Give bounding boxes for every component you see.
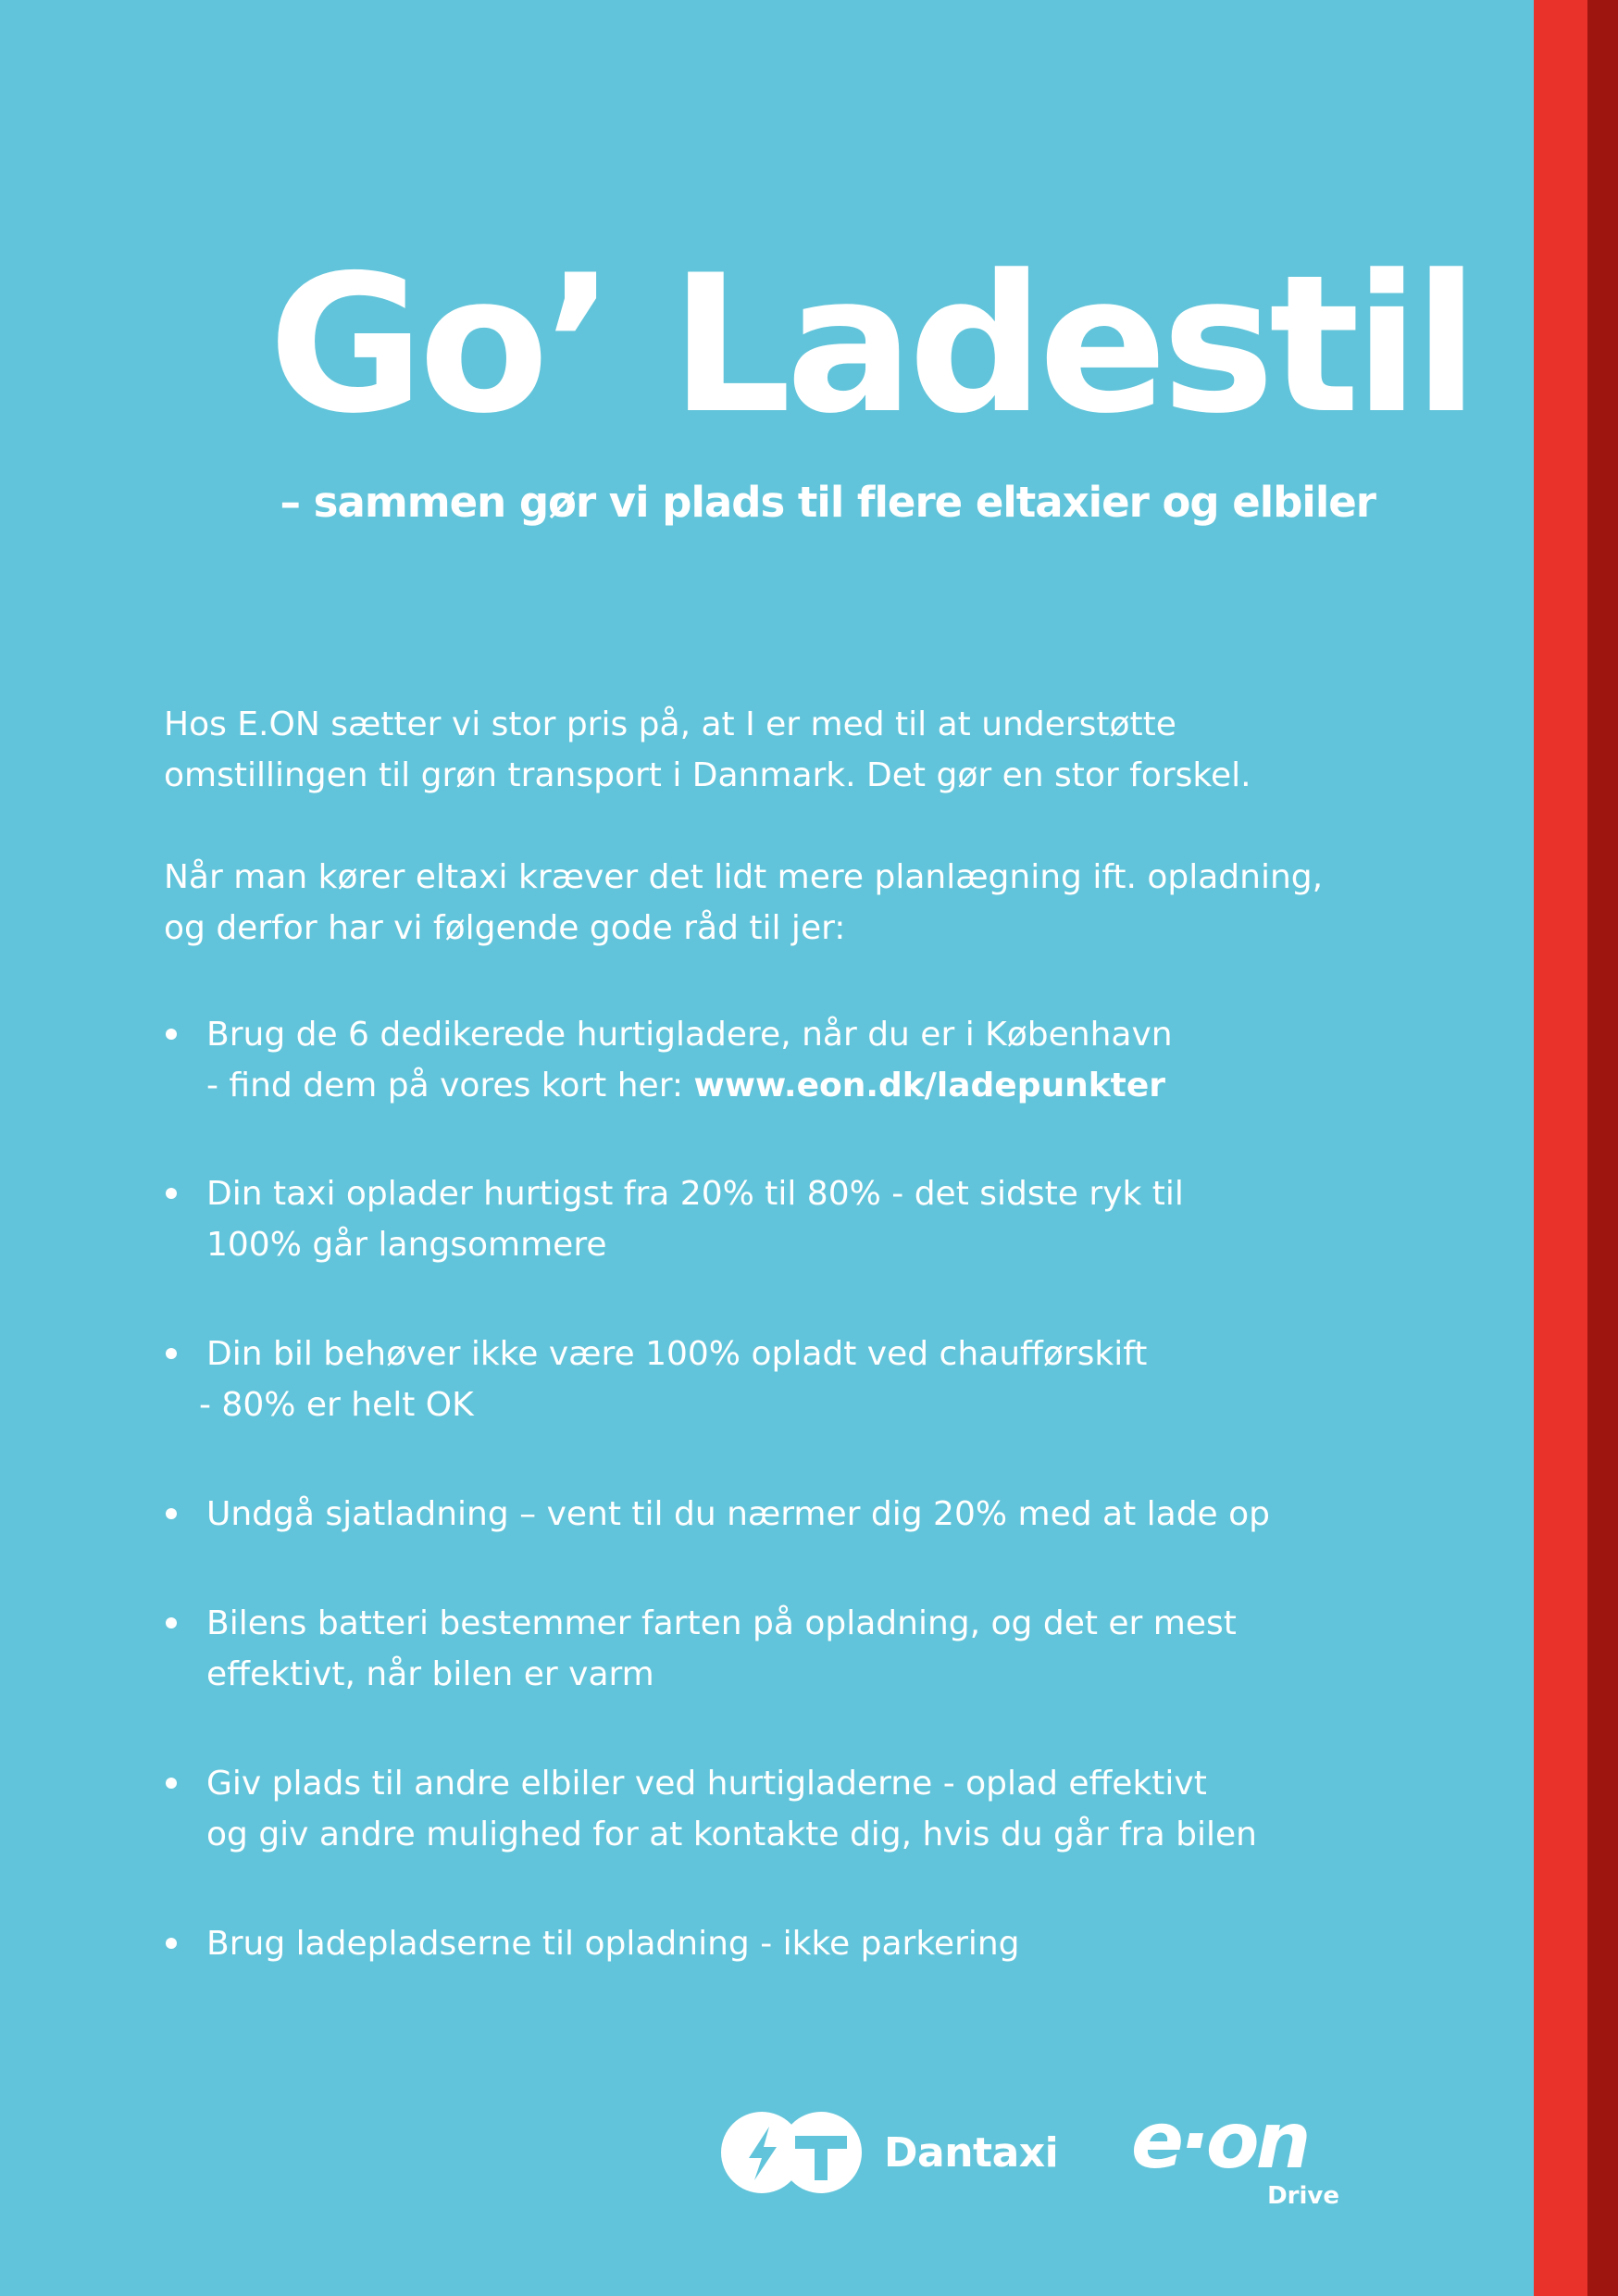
list-item: Brug ladepladserne til opladning - ikke parkering <box>164 1918 1270 1969</box>
eon-wordmark: e·on <box>1131 2106 1308 2180</box>
lead-paragraph <box>164 852 1323 954</box>
page-title: Go’ Ladestil <box>268 235 1474 455</box>
page-subtitle: – sammen gør vi plads til flere eltaxier og elbiler <box>280 478 1375 527</box>
ladepunkter-link[interactable]: www.eon.dk/ladepunkter <box>693 1067 1166 1104</box>
bullet-dot <box>166 1348 177 1359</box>
list-item: Brug de 6 dedikerede hurtigladere, når du er i København - find dem på vores kort her: www.eon.dk/ladepunkter <box>164 1009 1270 1111</box>
bullet-dot <box>166 1188 177 1199</box>
eon-drive-label: Drive <box>1267 2182 1339 2210</box>
list-item: Bilens batteri bestemmer farten på opladning, og det er mest effektivt, når bilen er varm <box>164 1598 1270 1700</box>
eon-logo-icon <box>1131 2106 1339 2180</box>
dantaxi-wordmark: Dantaxi <box>884 2128 1059 2177</box>
list-item: Din taxi oplader hurtigst fra 20% til 80% - det sidste ryk til 100% går langsommere <box>164 1168 1270 1270</box>
red-side-stripe <box>1534 0 1587 2296</box>
tips-list <box>164 1009 1270 1969</box>
list-item: Din bil behøver ikke være 100% opladt ved chaufførskift - 80% er helt OK <box>164 1329 1270 1430</box>
bullet-dot <box>166 1778 177 1789</box>
lead-line-1: Når man kører eltaxi kræver det lidt mere planlægning ift. opladning, <box>164 858 1324 896</box>
dantaxi-logo <box>717 2106 1058 2199</box>
bullet-dot <box>166 1508 177 1519</box>
list-item: Giv plads til andre elbiler ved hurtigladerne - oplad effektivt og giv andre mulighed for at kontakte dig, hvis du går fra bilen <box>164 1758 1270 1860</box>
intro-line-2: omstillingen til grøn transport i Danmark. Det gør en stor forskel. <box>164 756 1251 794</box>
eon-drive-logo <box>1131 2106 1339 2208</box>
intro-line-1: Hos E.ON sætter vi stor pris på, at I er med til at understøtte <box>164 705 1176 743</box>
bullet-dot <box>166 1617 177 1628</box>
bullet-dot <box>166 1938 177 1949</box>
bullet-dot <box>166 1029 177 1040</box>
list-item: Undgå sjatladning – vent til du nærmer dig 20% med at lade op <box>164 1489 1270 1540</box>
intro-paragraph <box>164 699 1251 801</box>
dantaxi-logo-icon <box>717 2108 865 2197</box>
dark-red-side-stripe <box>1587 0 1618 2296</box>
lead-line-2: og derfor har vi følgende gode råd til jer: <box>164 909 846 947</box>
